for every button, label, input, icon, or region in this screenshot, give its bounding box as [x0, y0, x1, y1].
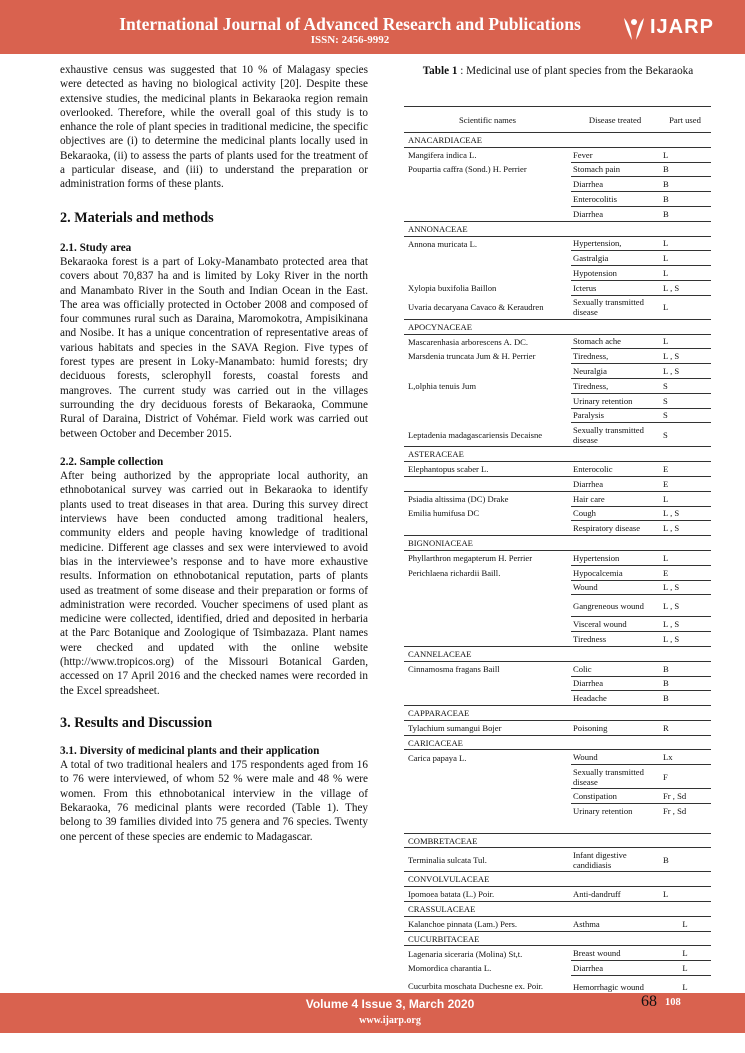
- table-row: Respiratory disease L , S: [573, 523, 680, 534]
- family-row: ASTERACEAE: [404, 447, 711, 462]
- table-row: Terminalia sulcata Tul. Infant digestive candidiasis B: [408, 849, 669, 870]
- family-row: ANNONACEAE: [404, 221, 711, 236]
- table-row: Wound L , S: [404, 580, 711, 595]
- table-row: Diarrhea E: [404, 476, 711, 491]
- header-part-used: Part used: [661, 107, 711, 133]
- table-row: Leptadenia madagascariensis Decaisne Sexually transmitted disease S: [408, 424, 668, 445]
- family-row: CARICACEAE: [404, 735, 711, 750]
- sample-collection-paragraph: After being authorized by the appropriate local authority, an ethnobotanical survey was carried out in Bekaraoka to identify plants used to treat diseases in that area. During this survey direct interviews have been conducted among traditional healers, community elders and people having knowledge of traditional medicine. Different age classes and sex were interviewed to avoid bias in the interviewee’s response and to have more exhaustive results. Information on ethnobotanical reputation, parts of plants used as treatment of some disease and their preparation or forms of administration were recorded. Voucher specimens of used plant as medicine were collected, identified, dried and deposited in herbaria at the Parc Botanique and Zoologique of Tsimbazaza. Plant names were checked and updated with the online website (http://www.tropicos.org) of the Missouri Botanical Garden, accessed on 17 April 2016 and the checked names were recorded in the Excel spreadsheet.: [60, 470, 368, 697]
- table-row: Ipomoea batata (L.) Poir. Anti-dandruff L: [408, 889, 669, 900]
- table-row: Tylachium sumangui Bojer Poisoning R: [408, 722, 669, 733]
- family-row: CRASSULACEAE: [404, 902, 711, 917]
- medicinal-plants-table: [404, 106, 711, 998]
- table-row: Hypotension L: [404, 266, 711, 281]
- table-row: L,olphia tenuis Jum Tiredness, S: [404, 378, 711, 393]
- footer-url[interactable]: www.ijarp.org: [359, 1015, 421, 1026]
- diversity-paragraph: A total of two traditional healers and 175 respondents aged from 16 to 76 were interviewed, of whom 52 % were male and 48 % were women. From this ethnobotanical interview in the village of Bekaraoka, 76 medicinal plants were recorded (Table 1). They belong to 39 families divided into 75 genera and 76 species. Twenty one percent of these species are endemic to Madagascar.: [60, 759, 368, 843]
- table-row: Diarrhea B: [404, 177, 711, 192]
- table-row: Gastralgia L: [404, 251, 711, 266]
- table-row: Headache B: [573, 693, 669, 704]
- family-row: APOCYNACEAE: [404, 319, 711, 334]
- left-column: [60, 63, 368, 844]
- page-footer: [0, 993, 745, 1033]
- table-row: Psiadia altissima (DC) Drake Hair care L: [404, 491, 711, 506]
- page-number-secondary: 108: [665, 997, 681, 1008]
- family-row: ANACARDIACEAE: [404, 133, 711, 148]
- intro-paragraph: exhaustive census was suggested that 10 % of Malagasy species were detected as having no biological activity [20]. Despite these extensive studies, the medicinal plants in Bekaraoka region remain overlooked. Therefore, while the overall goal of this study is to enhance the role of plant species in traditional medicine, the specific objectives are (i) to determine the medicinal plants locally used in Bekaraoka, (ii) to assess the parts of plants used for the treatment of a particular disease, and (iii) to understand the preparation or administration forms of these plants.: [60, 64, 368, 191]
- spacer-row: [404, 818, 711, 833]
- table-row: Cucurbita moschata Duchesne ex. Poir. Hemorrhagic wound L: [404, 976, 711, 998]
- table-row: Visceral wound L , S: [404, 617, 711, 632]
- family-row: CONVOLVULACEAE: [404, 872, 711, 887]
- journal-header: [0, 0, 745, 54]
- table-row: Diarrhea B: [573, 208, 669, 219]
- section-2-heading: 2. Materials and methods: [60, 209, 214, 226]
- leaf-logo-icon: [620, 14, 648, 44]
- table-row: Neuralgia L , S: [404, 364, 711, 379]
- section-3-heading: 3. Results and Discussion: [60, 714, 213, 731]
- table-caption: [404, 64, 712, 78]
- header-scientific-names: Scientific names: [404, 107, 571, 133]
- table-row: Poupartia caffra (Sond.) H. Perrier Stomach pain B: [404, 162, 711, 177]
- table-row: Mascarenhasia arborescens A. DC. Stomach ache L: [404, 334, 711, 349]
- family-row: CUCURBITACEAE: [404, 931, 711, 946]
- family-row: BIGNONIACEAE: [404, 536, 711, 551]
- family-row: CAPPARACEAE: [404, 706, 711, 721]
- table-row: Elephantopus scaber L. Enterocolic E: [404, 462, 711, 477]
- table-row: Uvaria decaryana Cavaco & Keraudren Sexually transmitted disease L: [408, 297, 669, 318]
- section-3-1-heading: 3.1. Diversity of medicinal plants and their application: [60, 744, 320, 757]
- table-row: Urinary retention Fr , Sd: [573, 806, 687, 817]
- family-row: COMBRETACEAE: [404, 833, 711, 848]
- table-row: Diarrhea B: [404, 676, 711, 691]
- table-row: Momordica charantia L. Diarrhea L: [404, 961, 711, 976]
- page-number: 68: [641, 993, 657, 1010]
- table-row: Marsdenia truncata Jum & H. Perrier Tiredness, L , S: [404, 349, 711, 364]
- table-row: Constipation Fr , Sd: [404, 789, 711, 804]
- table-row: Kalanchoe pinnata (Lam.) Pers. Asthma L: [408, 918, 688, 929]
- header-disease-treated: Disease treated: [571, 107, 661, 133]
- table-caption-label: Table 1: [422, 65, 458, 77]
- logo-text: IJARP: [650, 16, 714, 38]
- table-row: Enterocolitis B: [404, 192, 711, 207]
- table-row: Paralysis S: [404, 408, 711, 423]
- section-2-1-heading: 2.1. Study area: [60, 241, 132, 254]
- table-row: Xylopia buxifolia Baillon Icterus L , S: [404, 280, 711, 295]
- table-row: Mangifera indica L. Fever L: [404, 147, 711, 162]
- table-row: Gangreneous wound L , S: [404, 595, 711, 617]
- table-row: Carica papaya L. Wound Lx: [404, 750, 711, 765]
- table-row: Cinnamosma fragans Baill Colic B: [404, 661, 711, 676]
- journal-logo: [620, 14, 730, 44]
- table-row: Sexually transmitted disease F: [404, 765, 711, 789]
- table-row: Annona muricata L. Hypertension, L: [404, 236, 711, 251]
- table-row: Lagenaria siceraria (Molina) St,t. Breast wound L: [404, 946, 711, 961]
- table-row: Perichlaena richardii Baill. Hypocalcemia E: [404, 565, 711, 580]
- journal-title: International Journal of Advanced Research and Publications: [119, 14, 581, 34]
- table-row: Phyllarthron megapterum H. Perrier Hypertension L: [404, 550, 711, 565]
- table-caption-text: : Medicinal use of plant species from the Bekaraoka: [457, 65, 694, 77]
- table-row: Emilia humifusa DC Cough L , S: [404, 506, 711, 521]
- journal-issn: ISSN: 2456-9992: [310, 34, 390, 46]
- table-header-row: [404, 107, 711, 133]
- table-row: Tiredness L , S: [573, 634, 680, 644]
- section-2-2-heading: 2.2. Sample collection: [60, 455, 164, 468]
- study-area-paragraph: Bekaraoka forest is a part of Loky-Manambato protected area that covers about 70,837 ha and is limited by Loky River in the north and Manambato River in the South and Indian Ocean in the East. The area was officially protected in October 2008 and composed of four communes rural such as Daraina, Maromokotra, Ampisikinana and Nosibe. It has a unique concentration of representative areas of various habitats and species in the SAVA Region. Five types of forest types are present in Loky-Manambato: humid forests; dry deciduous forests, sclerophyll forests, coastal forests and mangroves. The current study was carried out in the villages surrounding the dry deciduous forests of Bekaraoka, Commune Rural of Daraina, District of Vohémar. Field work was carried out between October and December 2015.: [60, 255, 368, 440]
- family-row: CANNELACEAE: [404, 646, 711, 661]
- footer-volume: Volume 4 Issue 3, March 2020: [305, 997, 475, 1011]
- table-row: Urinary retention S: [404, 393, 711, 408]
